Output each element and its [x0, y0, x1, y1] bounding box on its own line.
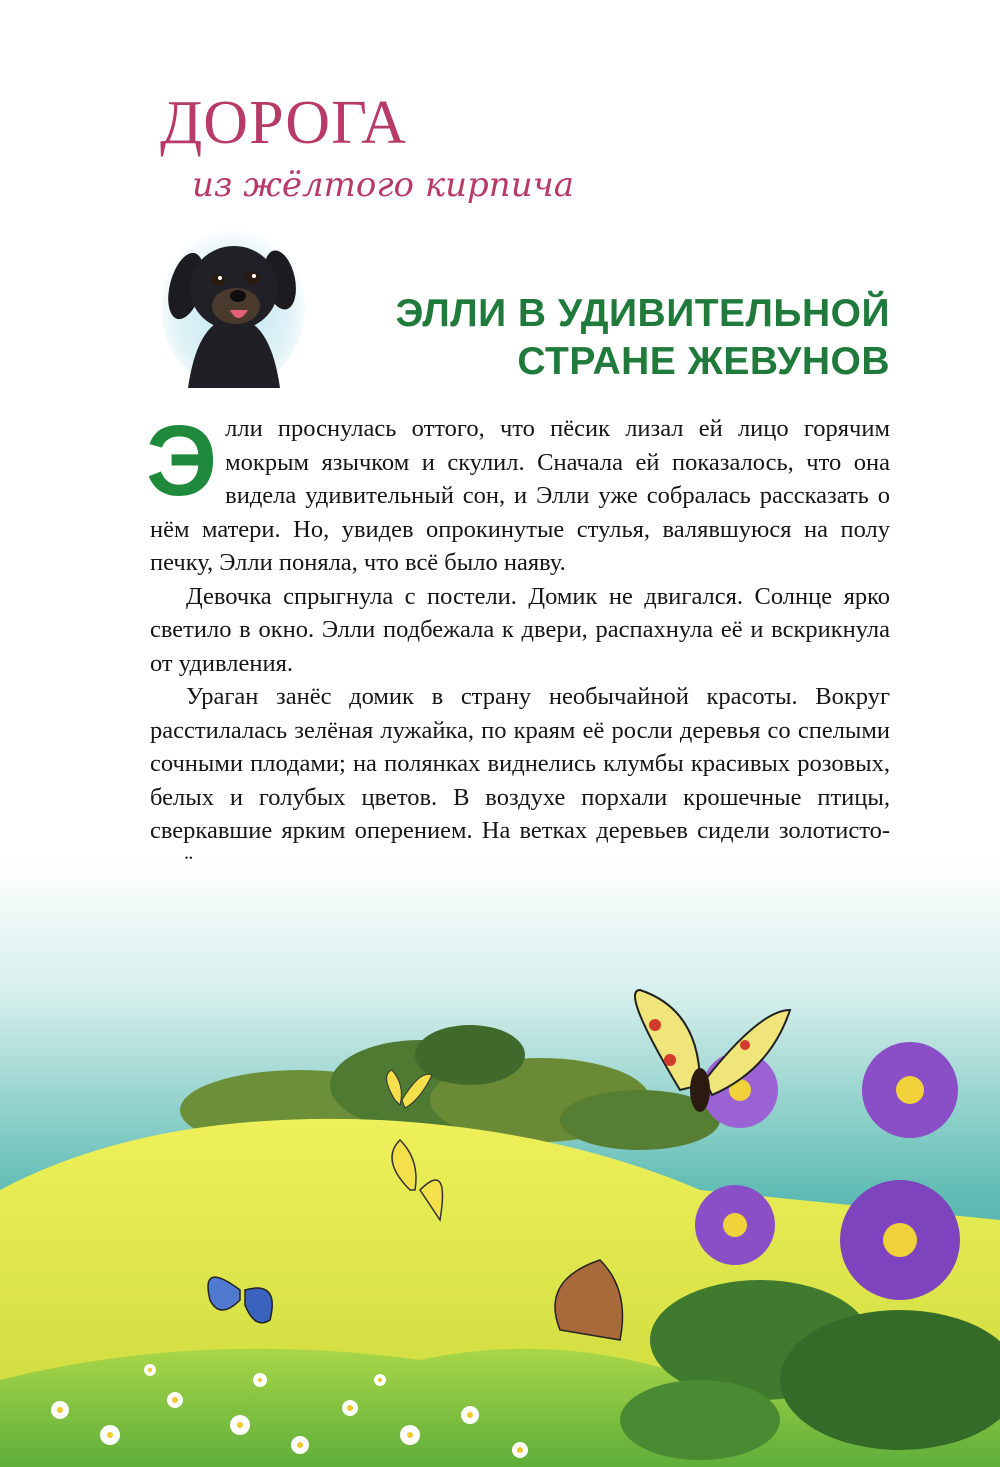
meadow-illustration: [0, 860, 1000, 1467]
paragraph-1-text: лли проснулась оттого, что пёсик лизал ей лицо горячим мокрым язычком и скулил. Сначала ей показалось, что она видела удивительный сон, и Элли уже собралась рассказать о нём матери. Но, увидев опрокинутые стулья, валявшуюся на полу печку, Элли поняла, что всё было наяву.: [150, 415, 890, 576]
paragraph-1: [146, 405, 890, 580]
chapter-heading-line-1: ЭЛЛИ В УДИВИТЕЛЬНОЙ: [395, 292, 890, 335]
paragraph-3: Ураган занёс домик в страну необычайной красоты. Вокруг расстилалась зелёная лужайка, по краям её росли деревья со спелыми сочными плодами; на полянках виднелись клумбы красивых розовых, белых и голубых цветов. В воздухе порхали крошечные птицы, сверкавшие ярким оперением. На ветках деревьев сидели золотисто-: [150, 683, 890, 844]
dog-illustration: [158, 218, 308, 388]
book-title: ДОРОГА: [160, 89, 407, 157]
book-subtitle: из жёлтого кирпича: [192, 165, 575, 205]
drop-cap: Э: [146, 405, 218, 517]
paragraph-2: Девочка спрыгнула с постели. Домик не двигался. Солнце ярко светило в окно. Элли подбежала к двери, распахнула её и вскрикнула от удивления.: [150, 582, 890, 677]
chapter-heading: [330, 290, 890, 386]
chapter-heading-line-2: СТРАНЕ ЖЕВУНОВ: [517, 340, 890, 383]
